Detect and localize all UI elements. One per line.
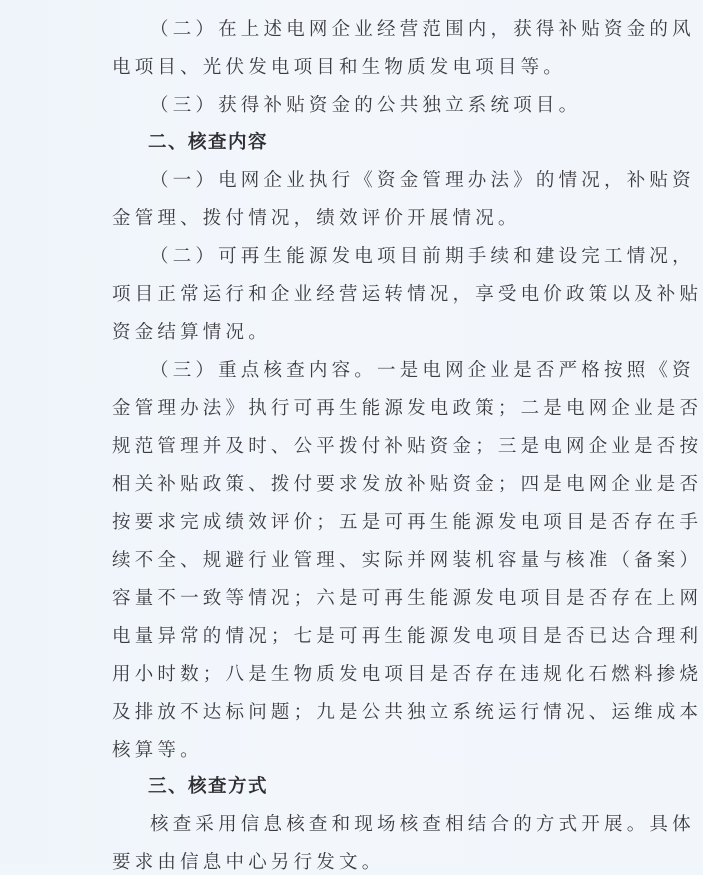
para-3-1-line-2: 金管理、拨付情况，绩效评价开展情况。: [112, 208, 521, 229]
section-heading-3: 三、核查方式: [148, 776, 269, 797]
para-2-2-line-1: （二）在上述电网企业经营范围内，获得补贴资金的风: [150, 19, 695, 40]
para-3-3-line-1: （三）重点核查内容。一是电网企业是否严格按照《资: [150, 360, 695, 381]
para-3-3-line-9: 用小时数；八是生物质发电项目是否存在违规化石燃料掺烧: [112, 664, 703, 685]
para-3-3-line-6: 续不全、规避行业管理、实际并网装机容量与核准（备案）: [112, 550, 703, 571]
para-3-3-line-4: 相关补贴政策、拨付要求发放补贴资金；四是电网企业是否: [112, 474, 703, 495]
para-3-2-line-1: （二）可再生能源发电项目前期手续和建设完工情况，: [150, 246, 695, 267]
para-3-3-line-8: 电量异常的情况；七是可再生能源发电项目是否已达合理利: [112, 626, 703, 647]
para-3-2-line-3: 资金结算情况。: [112, 322, 271, 343]
para-3-3-line-3: 规范管理并及时、公平拨付补贴资金；三是电网企业是否按: [112, 436, 703, 457]
para-3-2-line-2: 项目正常运行和企业经营运转情况，享受电价政策以及补贴: [112, 284, 703, 305]
para-4-line-2: 要求由信息中心另行发文。: [112, 852, 385, 873]
para-3-3-line-7: 容量不一致等情况；六是可再生能源发电项目是否存在上网: [112, 588, 703, 609]
para-2-3-line-1: （三）获得补贴资金的公共独立系统项目。: [150, 95, 582, 116]
para-3-3-line-2: 金管理办法》执行可再生能源发电政策；二是电网企业是否: [112, 398, 703, 419]
para-3-3-line-10: 及排放不达标问题；九是公共独立系统运行情况、运维成本: [112, 702, 703, 723]
para-3-3-line-11: 核算等。: [112, 740, 203, 761]
para-3-3-line-5: 按要求完成绩效评价；五是可再生能源发电项目是否存在手: [112, 512, 703, 533]
section-heading-2: 二、核查内容: [148, 132, 269, 153]
para-2-2-line-2: 电项目、光伏发电项目和生物质发电项目等。: [112, 57, 567, 78]
para-4-line-1: 核查采用信息核查和现场核查相结合的方式开展。具体: [150, 814, 695, 835]
para-3-1-line-1: （一）电网企业执行《资金管理办法》的情况，补贴资: [150, 170, 695, 191]
